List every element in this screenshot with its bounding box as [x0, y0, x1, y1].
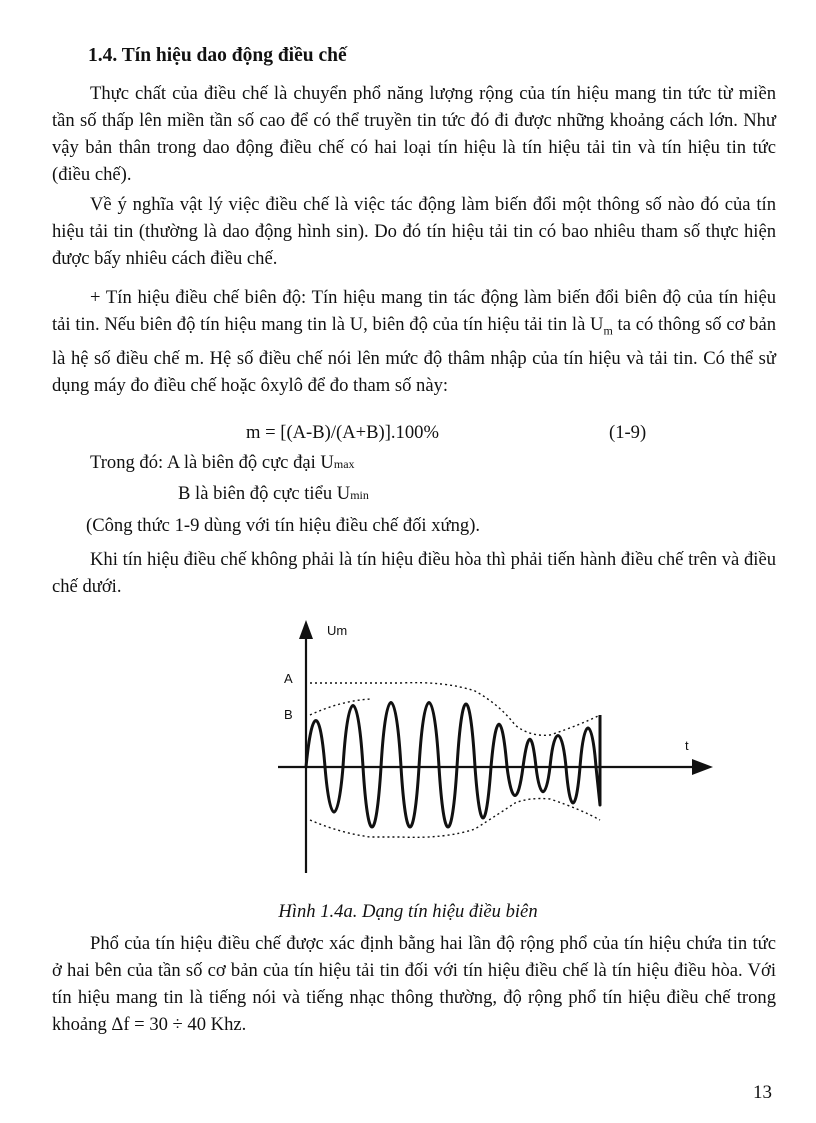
label-b: B [284, 707, 293, 722]
modulated-carrier-wave [306, 703, 600, 828]
modulation-formula: m = [(A-B)/(A+B)].100% [246, 422, 439, 443]
am-signal-figure [270, 615, 720, 880]
page-number: 13 [753, 1082, 772, 1103]
paragraph-4: Khi tín hiệu điều chế không phải là tín hiệu điều hòa thì phải tiến hành điều chế trên và điều chế dưới. [52, 549, 776, 597]
label-a: A [284, 671, 293, 686]
y-axis-arrow [299, 620, 313, 639]
y-axis-label: Um [327, 623, 348, 638]
umax-subscript: max [333, 457, 355, 471]
upper-envelope [310, 683, 600, 736]
paragraph-2: Về ý nghĩa vật lý việc điều chế là việc tác động làm biến đổi một thông số nào đó của tín hiệu tải tin (thường là dao động hình sin). Do đó tín hiệu tải tin có bao nhiêu tham số thực hiện được bấy nhiêu cách điều chế. [52, 194, 776, 269]
um-subscript: m [603, 323, 613, 338]
where-a-line [90, 452, 355, 474]
section-heading: 1.4. Tín hiệu dao động điều chế [88, 45, 347, 66]
paragraph-3 [52, 284, 776, 399]
paragraph-5: Phổ của tín hiệu điều chế được xác định bằng hai lần độ rộng phổ của tín hiệu chứa tin tức ở hai bên của tần số cơ bản của tín hiệu tải tin đối với tín hiệu điều chế là tín hiệu điều hòa. Với tín hiệu mang tin là tiếng nói và tiếng nhạc thông thường, độ rộng phổ tín hiệu điều chế trong khoảng Δf = 30 ÷ 40 Khz. [52, 933, 776, 1035]
equation-number: (1-9) [609, 422, 647, 443]
umin-subscript: min [350, 488, 369, 502]
x-axis-arrow [692, 759, 713, 775]
formula-note: (Công thức 1-9 dùng với tín hiệu điều chế đối xứng). [86, 515, 481, 536]
where-b-text: B là biên độ cực tiểu U [178, 483, 351, 504]
where-a-text: Trong đó: A là biên độ cực đại U [90, 452, 334, 473]
figure-caption: Hình 1.4a. Dạng tín hiệu điều biên [278, 901, 538, 922]
x-axis-label: t [685, 738, 689, 753]
paragraph-3-part-b: ta có thông số cơ bản là hệ số điều chế m. Hệ số điều chế nói lên mức độ thâm nhập của tín hiệu và tải tin. Có thể sử dụng máy đo điều chế hoặc ôxylô để đo tham số này: [52, 314, 776, 396]
where-b-line [178, 483, 369, 505]
paragraph-1: Thực chất của điều chế là chuyển phổ năng lượng rộng của tín hiệu mang tin tức từ miền tần số thấp lên miền tần số cao để có thể truyền tin tức đó đi được những khoảng cách lớn. Như vậy bản thân trong dao động điều chế có hai loại tín hiệu là tín hiệu tải tin và tín hiệu tin tức (điều chế). [52, 83, 776, 185]
upper-envelope-start [310, 699, 370, 715]
paragraph-3-part-a: + Tín hiệu điều chế biên độ: Tín hiệu mang tin tác động làm biến đổi biên độ của tín hiệu tải tin. Nếu biên độ tín hiệu mang tin là U, biên độ của tín hiệu tải tin là U [52, 287, 776, 335]
am-waveform-diagram [270, 615, 720, 880]
